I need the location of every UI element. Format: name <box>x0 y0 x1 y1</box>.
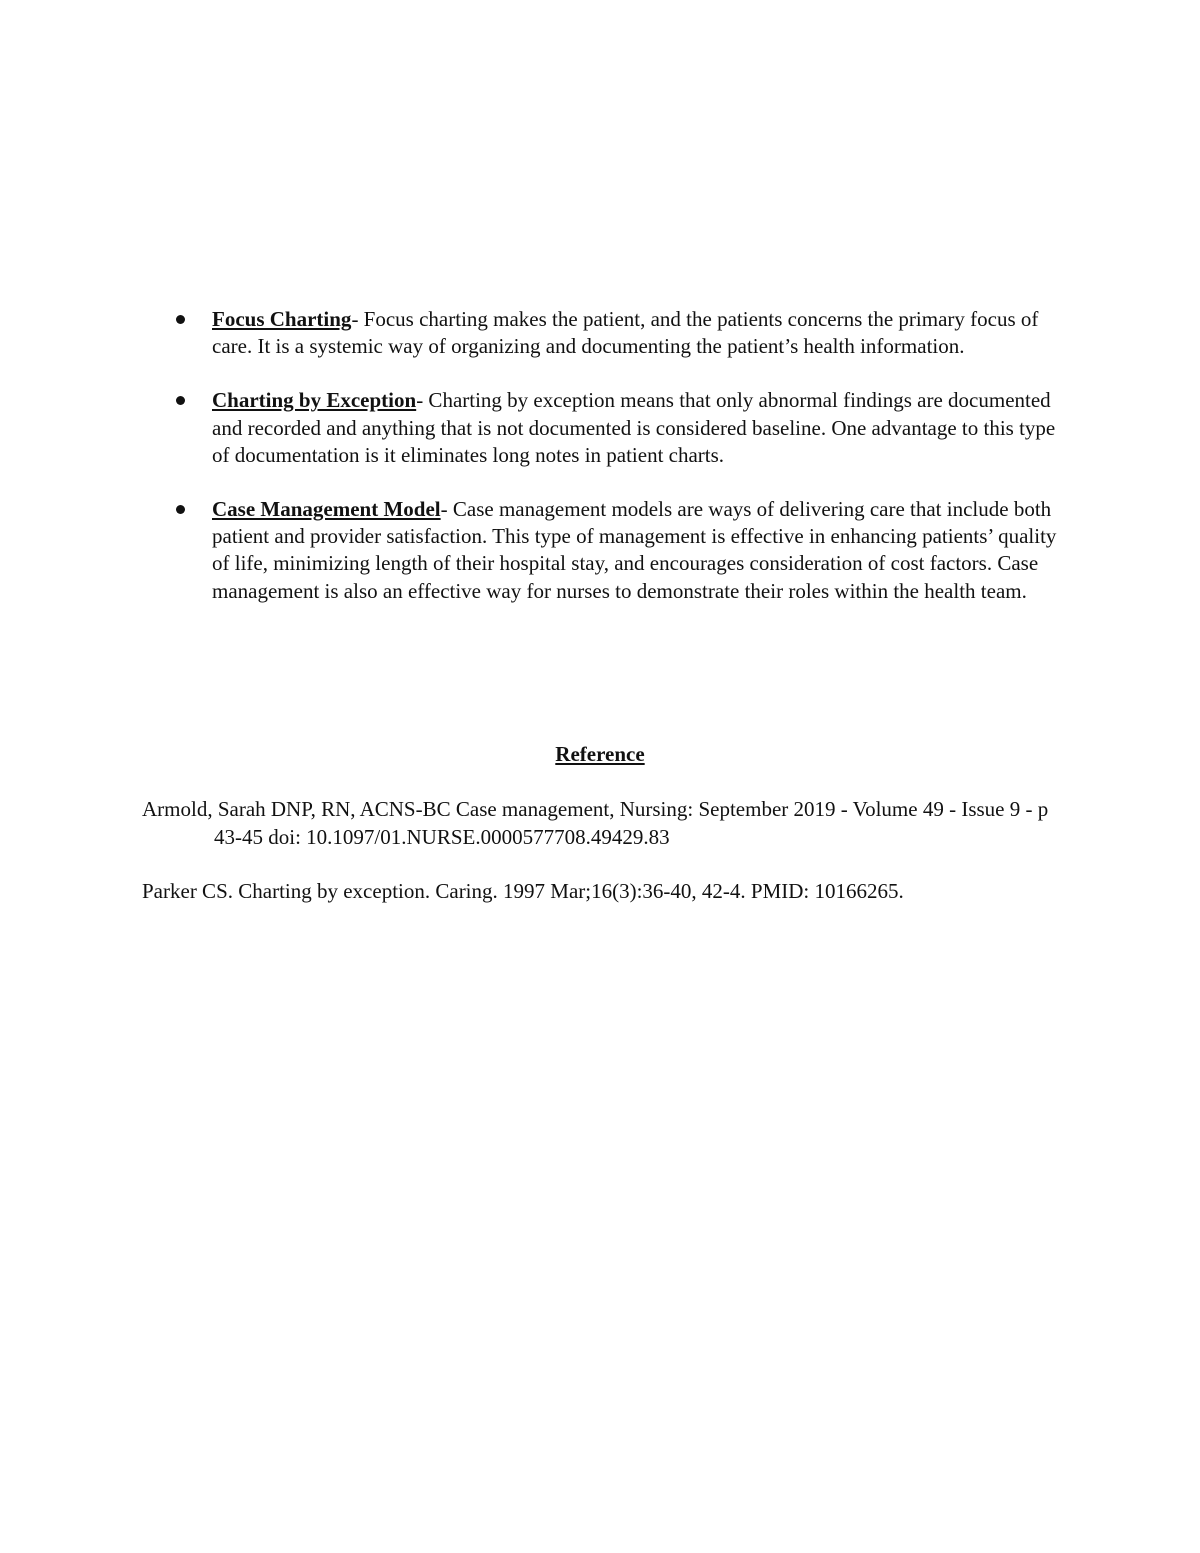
bullet-term: Focus Charting <box>212 307 352 331</box>
bullet-term: Charting by Exception <box>212 388 417 413</box>
bullet-icon <box>176 315 185 324</box>
bullet-icon <box>176 396 185 405</box>
bullet-text: - Focus charting makes the patient, and the patients concerns the primary focus of care. It is a systemic way of organizing and documenting the patient’s health information. <box>212 307 1039 359</box>
reference-entry: Armold, Sarah DNP, RN, ACNS-BC Case management, Nursing: September 2019 - Volume 49 - Issue 9 - p 43-45 doi: 10.1097/01.NURSE.0000577708.49429.83 <box>142 797 1049 849</box>
list-item <box>212 387 1062 469</box>
charting-methods-list <box>212 306 1062 632</box>
list-item <box>212 496 1062 605</box>
reference-list <box>142 796 1057 933</box>
reference-heading: Reference <box>555 742 645 766</box>
bullet-text: - Charting by exception means that only abnormal findings are documented and recorded and anything that is not documented is considered baseline. One advantage to this type of documentation is it eliminates long notes in patient charts. <box>212 388 1056 467</box>
bullet-icon <box>176 505 185 514</box>
list-item <box>212 306 1062 360</box>
bullet-text: - Case management models are ways of delivering care that include both patient and provider satisfaction. This type of management is effective in enhancing patients’ quality of life, minimizing length of their hospital stay, and encourages consideration of cost factors. Case management is also an effective way for nurses to demonstrate their roles within the health team. <box>212 497 1057 603</box>
reference-entry: Parker CS. Charting by exception. Caring. 1997 Mar;16(3):36-40, 42-4. PMID: 10166265. <box>142 879 904 903</box>
bullet-term: Case Management Model <box>212 497 441 522</box>
